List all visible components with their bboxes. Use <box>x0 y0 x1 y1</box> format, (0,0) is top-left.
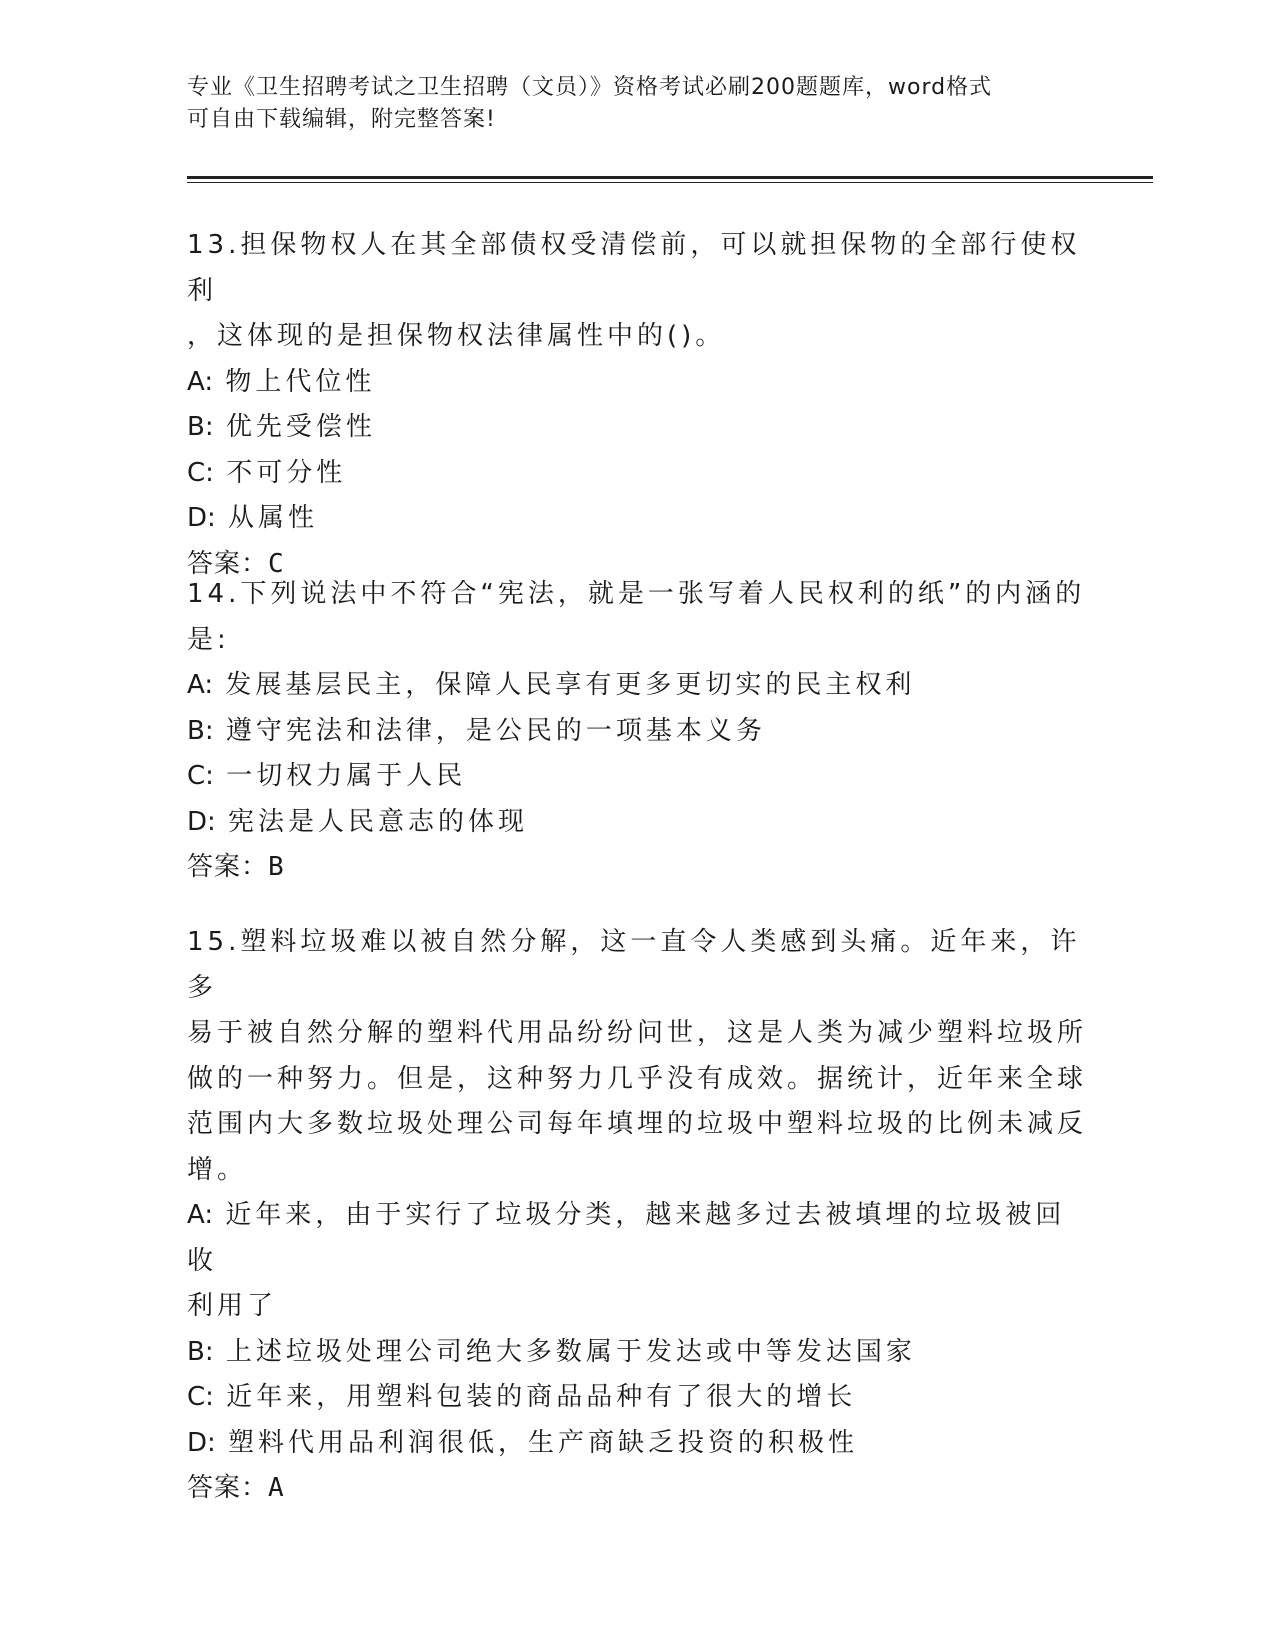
option-text: 不可分性 <box>226 457 347 488</box>
option-b <box>187 709 1087 755</box>
answer-label: 答案： <box>187 1473 269 1503</box>
question-text-line: 13.担保物权人在其全部债权受清偿前，可以就担保物的全部行使权利 <box>187 230 1081 306</box>
answer <box>187 1466 1087 1512</box>
option-d <box>187 800 1087 846</box>
document-header <box>187 72 1067 136</box>
option-c <box>187 1375 1087 1421</box>
option-text: 优先受偿性 <box>225 412 376 442</box>
option-key: B: <box>187 715 214 746</box>
question-14 <box>187 572 1087 891</box>
option-text: 宪法是人民意志的体现 <box>228 806 529 837</box>
option-key: D: <box>187 1427 216 1458</box>
answer-label: 答案： <box>187 548 269 579</box>
option-text: 近年来，用塑料包装的商品品种有了很大的增长 <box>226 1382 857 1412</box>
option-a <box>187 360 1087 406</box>
answer-value: B <box>268 852 285 882</box>
option-d <box>187 496 1087 542</box>
header-line-2: 可自由下载编辑，附完整答案! <box>187 107 496 132</box>
question-text-line: 15.塑料垃圾难以被自然分解，这一直令人类感到头痛。近年来，许多 <box>187 927 1081 1003</box>
option-text: 从属性 <box>228 503 319 533</box>
question-15 <box>187 920 1087 1512</box>
answer <box>187 845 1087 891</box>
option-a <box>187 1193 1087 1330</box>
answer-value: A <box>268 1473 285 1503</box>
option-text: 近年来，由于实行了垃圾分类，越来越多过去被填埋的垃圾被回收 <box>187 1200 1066 1276</box>
option-b <box>187 405 1087 451</box>
option-key: B: <box>187 1336 214 1367</box>
question-number: 14. <box>187 579 241 609</box>
option-d <box>187 1421 1087 1467</box>
option-c <box>187 451 1087 497</box>
option-b <box>187 1330 1087 1376</box>
question-text <box>187 223 1087 360</box>
option-key: A: <box>187 366 214 397</box>
option-key: B: <box>187 412 214 442</box>
option-key: A: <box>187 670 214 700</box>
header-divider-thick <box>187 176 1153 179</box>
question-text-line: 是: <box>187 624 230 655</box>
option-text: 物上代位性 <box>225 366 376 397</box>
header-line-1: 专业《卫生招聘考试之卫生招聘（文员）》资格考试必刷200题题库，word格式 <box>187 75 993 100</box>
question-number: 13. <box>187 230 241 260</box>
answer-value: C <box>268 548 285 579</box>
option-key: C: <box>187 1382 214 1412</box>
answer-label: 答案： <box>187 852 269 882</box>
option-a <box>187 663 1087 709</box>
question-text <box>187 572 1087 663</box>
option-text: 遵守宪法和法律，是公民的一项基本义务 <box>225 715 766 746</box>
option-text: 上述垃圾处理公司绝大多数属于发达或中等发达国家 <box>225 1336 916 1367</box>
question-text-line: 做的一种努力。但是，这种努力几乎没有成效。据统计，近年来全球 <box>187 1063 1088 1094</box>
option-key: C: <box>187 457 214 488</box>
question-text-line: 增。 <box>187 1154 248 1185</box>
option-key: C: <box>187 761 214 791</box>
option-text: 塑料代用品利润很低，生产商缺乏投资的积极性 <box>228 1427 859 1458</box>
option-text-continuation: 利用了 <box>187 1291 278 1321</box>
question-text-line: 范围内大多数垃圾处理公司每年填埋的垃圾中塑料垃圾的比例未减反 <box>187 1109 1088 1139</box>
option-c <box>187 754 1087 800</box>
question-text-line: ，这体现的是担保物权法律属性中的()。 <box>187 321 726 351</box>
question-text-line: 14.下列说法中不符合“宪法，就是一张写着人民权利的纸”的内涵的 <box>187 579 1086 609</box>
option-text: 一切权力属于人民 <box>226 761 467 791</box>
header-divider-thin <box>187 182 1153 183</box>
question-text <box>187 920 1087 1193</box>
question-number: 15. <box>187 927 241 957</box>
option-key: A: <box>187 1200 214 1230</box>
question-13 <box>187 223 1087 587</box>
question-text-line: 易于被自然分解的塑料代用品纷纷问世，这是人类为减少塑料垃圾所 <box>187 1018 1088 1048</box>
option-text: 发展基层民主，保障人民享有更多更切实的民主权利 <box>225 670 916 700</box>
option-key: D: <box>187 503 216 533</box>
option-key: D: <box>187 806 216 837</box>
